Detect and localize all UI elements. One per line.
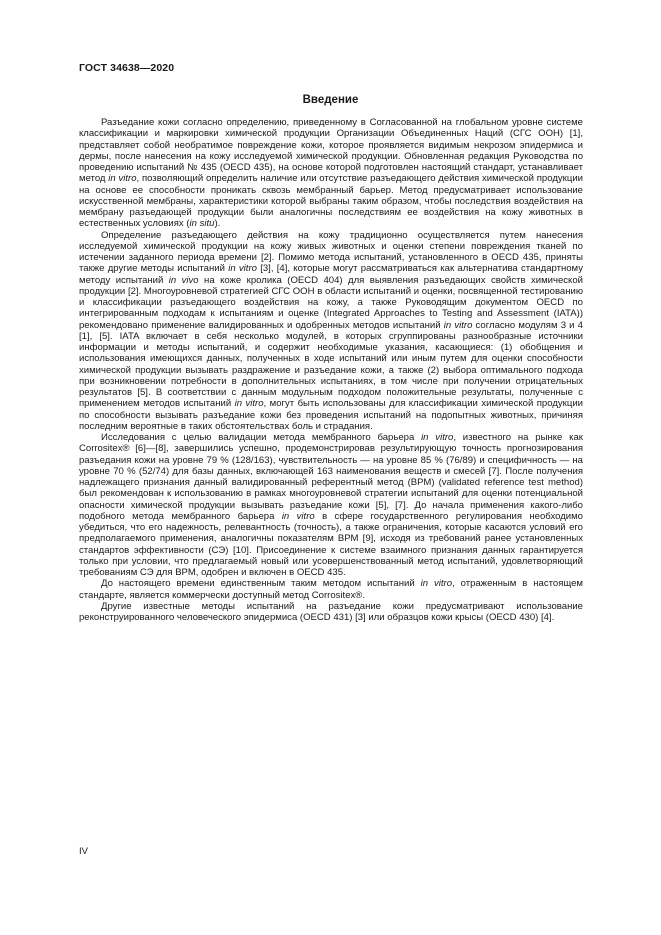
paragraph bbox=[79, 117, 583, 230]
text-run: на коже кролика (OECD 404) для выявления разъедающих свойств химической продукции [2]. Многоуровневой стратегией СГС ООН в области испытаний и оценки, посвященной тестированию и классификации разъедающего воздействия на кожу, а также Руководящим документом OECD по интегрированным подходам к испытаниям и оценке (Integrated Approaches to Testing and Assessment (IATA)) рекомендовано применение валидированных и одобренных методов испытаний bbox=[79, 274, 583, 331]
text-run: [3], [4], которые могут рассматриваться как альтернатива стандартному методу испытаний bbox=[79, 263, 584, 286]
italic-term: in vitro bbox=[108, 173, 137, 185]
text-run: Исследования с целью валидации метода мембранного барьера bbox=[101, 432, 422, 443]
body-text bbox=[79, 117, 583, 623]
text-run: ). bbox=[214, 218, 221, 230]
italic-term: in situ bbox=[189, 218, 215, 230]
paragraph bbox=[79, 601, 583, 624]
italic-term: in vitro bbox=[443, 319, 473, 331]
paragraph bbox=[79, 230, 583, 433]
text-run: , известного на рынке как Corrositex® [6]—[8], завершились успешно, продемонстрировав результирующую точность прогнозирования разъедания кожи на уровне 79 % (128/163), чувствительность — на уровне 85 % (76/89) и специфичность — на уровне 70 % (52/74) для базы данных, включающей 163 наименования веществ и смесей [7]. После получения надлежащего признания данный валидированный референтный метод (ВРМ) (validated reference test method) был рекомендован к использованию в рамках многоуровневой стратегии испытаний для оценки потенциальной опасности химической продукции вызывать разъедание кожи [5], [7]. До начала применения какого-либо подобного метода мембранного барьера bbox=[79, 432, 583, 522]
italic-term: in vitro bbox=[421, 432, 454, 443]
text-run: , могут быть использованы для классификации химической продукции по способности вызывать разъедание кожи без проведения испытаний на подопытных животных, причиняя последним вероятные в таких обстоятельствах боль и страдания. bbox=[79, 398, 583, 432]
text-run: До настоящего времени единственным таким методом испытаний bbox=[101, 578, 421, 590]
text-run: Определение разъедающего действия на кожу традиционно осуществляется путем нанесения исследуемой химической продукции на кожу живых животных и оценки степени повреждения тканей по истечении заданного периода времени [2]. Помимо метода испытаний, установленного в OECD 435, приняты также другие методы испытаний bbox=[79, 229, 583, 275]
italic-term: in vitro bbox=[228, 263, 257, 275]
italic-term: in vitro bbox=[234, 398, 264, 410]
paragraph bbox=[79, 432, 583, 578]
text-run: , отраженным в настоящем стандарте, является коммерчески доступный метод Corrositex®. bbox=[79, 578, 583, 601]
text-run: , позволяющий определить наличие или отсутствие разъедающего действия химической продукции на основе ее способности проникать сквозь мембранный барьер. Метод предусматривает использование искусственной мембраны, характеристики которой выбраны таким образом, чтобы последствия воздействия на мембрану разъедающей продукции были аналогичны последствиям ее воздействия на кожу животных в естественных условиях ( bbox=[79, 173, 583, 230]
page-number: IV bbox=[79, 846, 88, 857]
text-run: Разъедание кожи согласно определению, приведенному в Согласованной на глобальном уровне системе классификации и маркировки химической продукции Организации Объединенных Наций (СГС ООН) [1], представляет собой необратимое повреждение кожи, которое проявляется видимым некрозом эпидермиса и дермы, после нанесения на кожу исследуемой химической продукции. Обновленная редакция Руководства по проведению испытаний № 435 (OECD 435), на основе которой подготовлен настоящий стандарт, устанавливает метод bbox=[79, 117, 583, 185]
paragraph bbox=[79, 578, 583, 601]
text-run: согласно модулям 3 и 4 [1], [5]. IATA включает в себя несколько модулей, в которых сгруппированы разнообразные источники информации и методы испытаний, и содержит необходимые указания, касающиеся: (1) обобщения и использования имеющихся данных, полученных в ходе испытаний или иным путем для оценки способности химической продукции вызывать раздражение и разъедание кожи, а также (2) выбора оптимального подхода при возникновении потребности в дополнительных испытаниях, в том числе при получении отрицательных результатов [5]. В соответствии с данным модульным подходом положительные результаты, полученные с применением методов испытаний bbox=[79, 319, 583, 410]
standard-header: ГОСТ 34638—2020 bbox=[79, 62, 175, 74]
text-run: Другие известные методы испытаний на разъедание кожи предусматривают использование реконструированного человеческого эпидермиса (OECD 431) [3] или образцов кожи крысы (OECD 430) [4]. bbox=[79, 600, 583, 623]
italic-term: in vitro bbox=[420, 578, 453, 590]
text-run: в сфере государственного регулирования необходимо убедиться, что его надежность, релевантность (точность), а также ограничения, которые касаются условий его предполагаемого применения, аналогичны показателям ВРМ [9], исходя из требований ранее установленных стандартов эффективности (СЭ) [10]. Присоединение к системе взаимного признания данных гарантируется только при условии, что предлагаемый новый или усовершенствованный метод испытаний, удовлетворяющий требованиям СЭ для ВРМ, одобрен и включен в OECD 435. bbox=[79, 510, 583, 578]
italic-term: in vitro bbox=[281, 510, 315, 522]
italic-term: in vivo bbox=[168, 274, 199, 286]
section-title: Введение bbox=[302, 94, 359, 106]
